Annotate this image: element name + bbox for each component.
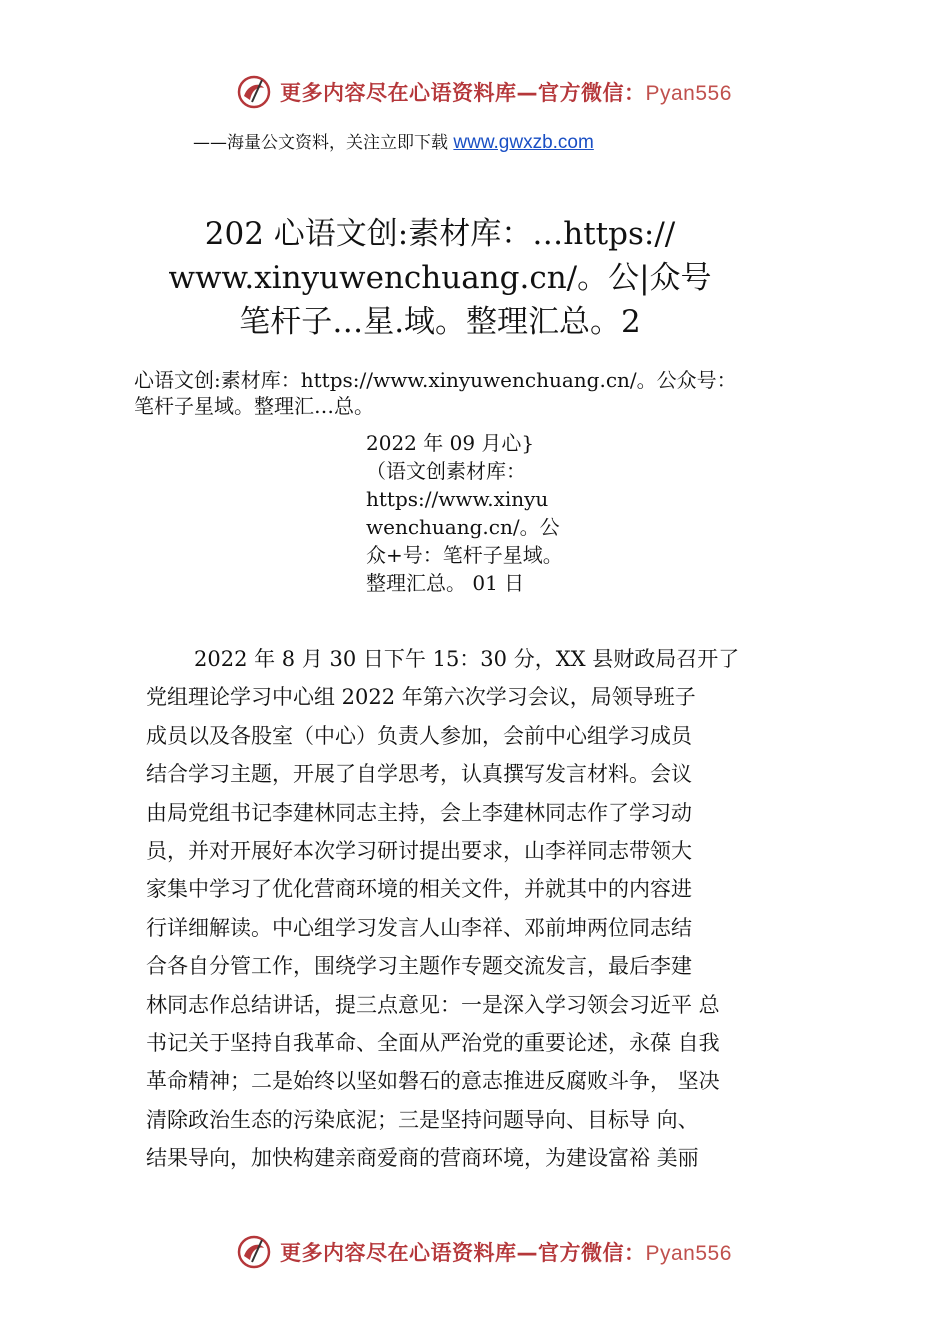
header-banner-text: 更多内容尽在心语资料库—官方微信：Pyan556 xyxy=(280,81,732,105)
body-line: 结果导向，加快构建亲商爱商的营商环境，为建设富裕 美丽 xyxy=(146,1146,699,1171)
body-line: 合各自分管工作，围绕学习主题作专题交流发言，最后李建 xyxy=(146,954,692,979)
document-subtitle xyxy=(134,367,737,419)
body-line: 革命精神；二是始终以坚如磐石的意志推进反腐败斗争， 坚决 xyxy=(146,1069,720,1094)
body-line: 结合学习主题，开展了自学思考，认真撰写发言材料。会议 xyxy=(146,762,692,787)
download-prefix: ——海量公文资料，关注立即下载 xyxy=(193,133,454,153)
body-line: 成员以及各股室（中心）负责人参加，会前中心组学习成员 xyxy=(146,723,692,748)
logo-icon xyxy=(236,1234,272,1270)
title-line: 笔杆子…星.域。整理汇总。2 xyxy=(239,304,641,340)
date-line: 众+号：笔杆子星域。 xyxy=(366,543,563,567)
subtitle-line: 心语文创:素材库：https://www.xinyuwenchuang.cn/。公众号： xyxy=(134,368,737,392)
download-line xyxy=(193,128,594,154)
date-block xyxy=(366,429,563,597)
footer-wechat-id: Pyan556 xyxy=(645,1242,732,1265)
body-line: 书记关于坚持自我革命、全面从严治党的重要论述，永葆 自我 xyxy=(146,1031,720,1056)
date-line: wenchuang.cn/。公 xyxy=(366,515,560,539)
header-banner xyxy=(0,66,950,118)
footer-banner-text: 更多内容尽在心语资料库—官方微信：Pyan556 xyxy=(280,1241,732,1265)
body-line: 2022 年 8 月 30 日下午 15：30 分，XX 县财政局召开了 xyxy=(194,647,740,671)
date-line: 整理汇总。 01 日 xyxy=(366,571,525,595)
footer-banner xyxy=(0,1226,950,1278)
body-line: 行详细解读。中心组学习发言人山李祥、邓前坤两位同志结 xyxy=(146,915,692,940)
body-line: 林同志作总结讲话，提三点意见：一是深入学习领会习近平 总 xyxy=(146,992,720,1017)
date-line: （语文创素材库： xyxy=(366,459,526,483)
body-line: 党组理论学习中心组 2022 年第六次学习会议，局领导班子 xyxy=(146,685,696,710)
body-paragraph xyxy=(146,640,846,1178)
body-line: 家集中学习了优化营商环境的相关文件，并就其中的内容进 xyxy=(146,877,692,902)
body-line: 由局党组书记李建林同志主持，会上李建林同志作了学习动 xyxy=(146,800,692,825)
body-line: 清除政治生态的污染底泥；三是坚持问题导向、目标导 向、 xyxy=(146,1107,699,1132)
body-line: 员，并对开展好本次学习研讨提出要求，山李祥同志带领大 xyxy=(146,839,692,864)
logo-icon xyxy=(236,74,272,110)
title-line: 202 心语文创:素材库：…https:// xyxy=(204,216,676,252)
download-link[interactable]: www.gwxzb.com xyxy=(453,132,594,153)
date-line: https://www.xinyu xyxy=(366,487,549,511)
title-line: www.xinyuwenchuang.cn/。公|众号 xyxy=(168,260,712,296)
header-wechat-id: Pyan556 xyxy=(645,82,732,105)
document-title xyxy=(60,212,820,344)
subtitle-line: 笔杆子星域。整理汇…总。 xyxy=(134,394,374,418)
date-line: 2022 年 09 月心} xyxy=(366,431,535,455)
